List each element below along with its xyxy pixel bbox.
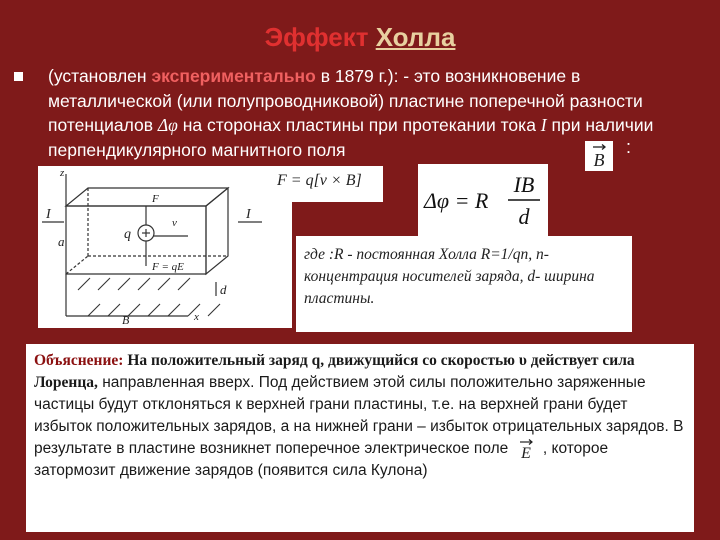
svg-text:B: B bbox=[593, 150, 605, 170]
def-part-2: на сторонах пластины при протекании тока bbox=[177, 115, 541, 135]
hall-formula-den: d bbox=[518, 204, 530, 229]
label-fl: F bbox=[152, 193, 159, 205]
explanation-label: Объяснение: bbox=[34, 352, 124, 369]
label-d: d bbox=[220, 282, 227, 297]
note-box bbox=[296, 236, 632, 332]
def-part-1: (установлен bbox=[48, 66, 152, 86]
hall-effect-diagram bbox=[38, 166, 292, 328]
title-prefix: Эффект bbox=[264, 22, 369, 52]
label-z: z bbox=[60, 167, 65, 179]
explanation-s1: На положительный заряд q, движущийся со скоростью υ действует сила Лоренца, bbox=[34, 352, 635, 391]
hall-formula-lhs: Δφ = R bbox=[424, 188, 489, 213]
def-part-1b: в 1879 г.): - это возникновение в металлической (или полупроводниковой) пластине поперечной разности потенциалов bbox=[48, 66, 643, 135]
lorentz-force-text: F = q[v × B] bbox=[277, 172, 362, 189]
lorentz-force-formula bbox=[273, 166, 383, 202]
e-vector-icon bbox=[513, 438, 539, 460]
title-underlined: Холла bbox=[375, 22, 456, 52]
label-i-left: I bbox=[46, 207, 51, 222]
label-a: a bbox=[58, 234, 65, 249]
svg-text:E: E bbox=[520, 445, 531, 460]
colon: : bbox=[626, 137, 632, 157]
hall-formula-num: IB bbox=[513, 172, 535, 197]
label-fe: F = qE bbox=[152, 261, 184, 273]
def-part-3: при наличии перпендикулярного магнитного поля bbox=[48, 115, 654, 160]
label-v: v bbox=[172, 217, 177, 229]
explanation-s3: , которое затормозит движение зарядов (появится сила Кулона) bbox=[34, 440, 609, 480]
explanation-text bbox=[34, 350, 684, 482]
label-b: B bbox=[122, 313, 130, 327]
label-x: x bbox=[194, 311, 199, 323]
def-highlight: экспериментально bbox=[151, 66, 316, 86]
note-text: где :R - постоянная Холла R=1/qn, n- концентрация носителей заряда, d- ширина пластины. bbox=[304, 246, 595, 307]
label-q: q bbox=[124, 227, 131, 242]
def-delta-phi: Δφ bbox=[157, 115, 178, 135]
def-current: I bbox=[540, 115, 547, 135]
label-i-right: I bbox=[246, 207, 251, 222]
page-title bbox=[0, 22, 720, 53]
explanation-box bbox=[26, 344, 694, 532]
explanation-s2: направленная вверх. Под действием этой силы положительно заряженные частицы будут отклоняться к верхней грани пластины, т.е. на верхней грани будет избыток положительных зарядов, а на нижней грани – избыток отрицательных зарядов. В результате в пластине возникнет поперечное электрическое поле bbox=[34, 374, 684, 458]
bullet-marker bbox=[14, 72, 23, 81]
hall-formula bbox=[418, 164, 548, 236]
b-vector-symbol bbox=[585, 141, 613, 171]
